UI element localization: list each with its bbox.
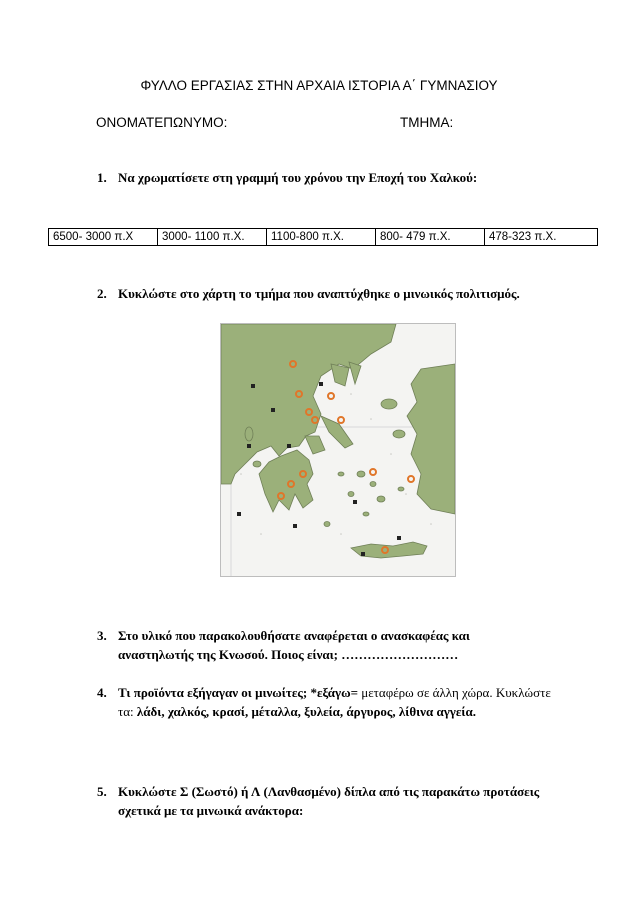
map-drawing: [221, 324, 455, 576]
question-number: 2.: [97, 286, 107, 301]
question-1: [97, 168, 478, 187]
timeline-period[interactable]: 6500- 3000 π.Χ: [49, 229, 158, 246]
question-number: 4.: [97, 685, 107, 700]
question-text: Στο υλικό που παρακολουθήσατε αναφέρεται ο ανασκαφέας και αναστηλωτής της Κνωσού. Ποιος είναι; ………………………: [118, 628, 470, 662]
question-4: [97, 683, 558, 721]
aegean-map[interactable]: [220, 323, 456, 577]
question-text: Να χρωματίσετε στη γραμμή του χρόνου την Εποχή του Χαλκού:: [118, 170, 478, 185]
question-number: 3.: [97, 628, 107, 643]
timeline-period[interactable]: 478-323 π.Χ.: [485, 229, 598, 246]
question-number: 5.: [97, 784, 107, 799]
name-label: ΟΝΟΜΑΤΕΠΩΝΥΜΟ:: [96, 115, 228, 130]
class-label: ΤΜΗΜΑ:: [400, 115, 454, 130]
timeline-table: [48, 228, 598, 246]
question-text: Τι προϊόντα εξήγαγαν οι μινωίτες; *εξάγω=: [118, 685, 358, 700]
worksheet-title: ΦΥΛΛΟ ΕΡΓΑΣΙΑΣ ΣΤΗΝ ΑΡΧΑΙΑ ΙΣΤΟΡΙΑ Α΄ ΓΥΜΝΑΣΙΟΥ: [140, 78, 498, 93]
timeline-period[interactable]: 800- 479 π.Χ.: [376, 229, 485, 246]
timeline-period[interactable]: 1100-800 π.Χ.: [267, 229, 376, 246]
product-list[interactable]: λάδι, χαλκός, κρασί, μέταλλα, ξυλεία, άργυρος, λίθινα αγγεία.: [136, 704, 476, 719]
question-text-normal: μεταφέρω σε άλλη χώρα. Κυκλώστε τα:: [118, 685, 551, 719]
timeline-period[interactable]: 3000- 1100 π.Χ.: [158, 229, 267, 246]
question-number: 1.: [97, 170, 107, 185]
question-text: Κυκλώστε Σ (Σωστό) ή Λ (Λανθασμένο) δίπλα από τις παρακάτω προτάσεις σχετικά με τα μινωικά ανάκτορα:: [118, 784, 540, 818]
question-3: [97, 626, 538, 664]
question-2: [97, 284, 538, 303]
question-5: [97, 782, 558, 820]
question-text: Κυκλώστε στο χάρτη το τμήμα που αναπτύχθηκε ο μινωικός πολιτισμός.: [118, 286, 520, 301]
